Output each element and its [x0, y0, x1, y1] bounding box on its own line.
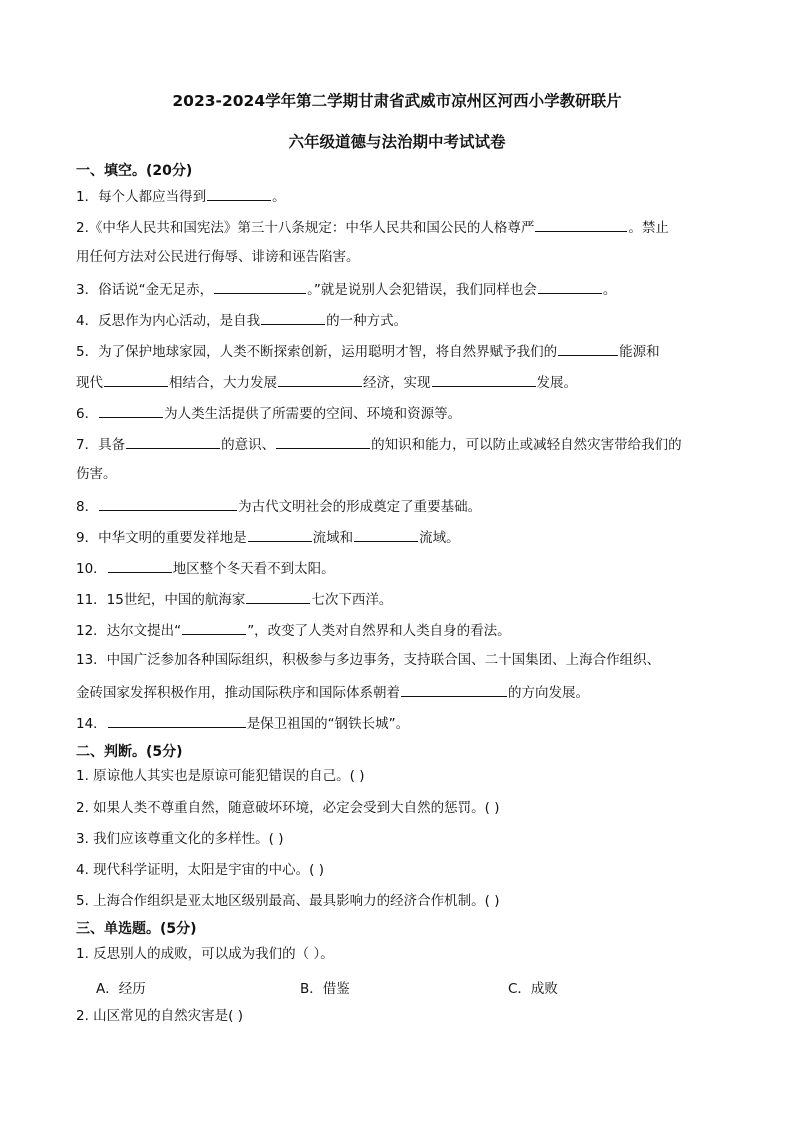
question-text: 4．反思作为内心活动，是自我	[76, 313, 261, 329]
question-text: 七次下西洋。	[311, 592, 393, 608]
judge-question-4: 4. 现代科学证明，太阳是宇宙的中心。( )	[76, 862, 324, 878]
question-14	[76, 713, 409, 733]
question-text: 现代	[76, 375, 103, 391]
question-text: 10．	[76, 561, 107, 577]
question-text: 相结合，大力发展	[169, 375, 277, 391]
judge-question-5: 5. 上海合作组织是亚太地区级别最高、最具影响力的经济合作机制。( )	[76, 893, 500, 909]
question-text: 8．	[76, 499, 99, 515]
question-text: 的意识、	[221, 437, 276, 453]
answer-blank[interactable]	[214, 279, 306, 294]
answer-blank[interactable]	[104, 372, 168, 387]
answer-blank[interactable]	[99, 496, 237, 511]
answer-blank[interactable]	[276, 434, 370, 449]
question-1	[76, 186, 286, 206]
question-text: 金砖国家发挥积极作用，推动国际秩序和国际体系朝着	[76, 685, 400, 701]
answer-blank[interactable]	[182, 620, 246, 635]
section-heading-true-false: 二、判断。(5分)	[76, 744, 183, 760]
question-text: 的方向发展。	[508, 685, 589, 701]
answer-blank[interactable]	[207, 186, 271, 201]
choice-option-a[interactable]: A．经历	[96, 981, 146, 997]
question-text: 。”就是说别人会犯错误，我们同样也会	[307, 282, 537, 298]
judge-question-2: 2. 如果人类不尊重自然，随意破坏环境，必定会受到大自然的惩罚。( )	[76, 800, 500, 816]
question-2-cont	[76, 248, 360, 266]
question-text: 7．具备	[76, 437, 126, 453]
question-text: ”，改变了人类对自然界和人类自身的看法。	[247, 623, 511, 639]
question-7-cont	[76, 465, 117, 483]
question-text: 能源和	[619, 344, 660, 360]
exam-title: 2023-2024学年第二学期甘肃省武威市凉州区河西小学教研联片	[172, 92, 622, 110]
question-13	[76, 651, 660, 669]
question-text: 14．	[76, 716, 107, 732]
question-text: 经济，实现	[363, 375, 431, 391]
question-10	[76, 558, 335, 578]
question-text: 发展。	[536, 375, 577, 391]
choice-option-b[interactable]: B．借鉴	[300, 981, 350, 997]
question-9	[76, 527, 460, 547]
choice-question-1: 1. 反思别人的成败，可以成为我们的（ ）。	[76, 946, 334, 962]
question-text: 地区整个冬天看不到太阳。	[172, 561, 335, 577]
question-11	[76, 589, 392, 609]
answer-blank[interactable]	[354, 527, 418, 542]
question-5-cont	[76, 372, 577, 392]
answer-blank[interactable]	[108, 558, 172, 573]
question-13-cont	[76, 682, 589, 702]
question-text: 用任何方法对公民进行侮辱、诽谤和诬告陷害。	[76, 249, 360, 265]
question-text: 流域和	[312, 530, 354, 546]
question-text: 3．俗话说“金无足赤，	[76, 282, 214, 298]
question-4	[76, 310, 407, 330]
question-8	[76, 496, 481, 516]
question-7	[76, 434, 682, 454]
question-text: 2.《中华人民共和国宪法》第三十八条规定：中华人民共和国公民的人格尊严	[76, 220, 535, 236]
answer-blank[interactable]	[246, 589, 310, 604]
answer-blank[interactable]	[558, 341, 618, 356]
answer-blank[interactable]	[99, 403, 163, 418]
question-text: 12．达尔文提出“	[76, 623, 182, 639]
question-text: 为人类生活提供了所需要的空间、环境和资源等。	[164, 406, 462, 422]
exam-subtitle: 六年级道德与法治期中考试试卷	[288, 133, 506, 151]
answer-blank[interactable]	[432, 372, 536, 387]
choice-option-c[interactable]: C．成败	[508, 981, 558, 997]
answer-blank[interactable]	[261, 310, 325, 325]
question-text: 9．中华文明的重要发祥地是	[76, 530, 247, 546]
answer-blank[interactable]	[535, 217, 627, 232]
judge-question-1: 1. 原谅他人其实也是原谅可能犯错误的自己。( )	[76, 768, 365, 784]
question-text: 1．每个人都应当得到	[76, 189, 207, 205]
judge-question-3: 3. 我们应该尊重文化的多样性。( )	[76, 831, 284, 847]
question-text: 为古代文明社会的形成奠定了重要基础。	[238, 499, 482, 515]
question-text: 。	[602, 282, 617, 298]
answer-blank[interactable]	[278, 372, 362, 387]
question-6	[76, 403, 461, 423]
section-heading-single-choice: 三、单选题。(5分)	[76, 921, 197, 937]
question-text: 13．中国广泛参加各种国际组织，积极参与多边事务，支持联合国、二十国集团、上海合作组织、	[76, 652, 661, 668]
question-text: 的一种方式。	[326, 313, 408, 329]
answer-blank[interactable]	[248, 527, 312, 542]
question-2	[76, 217, 669, 237]
answer-blank[interactable]	[126, 434, 220, 449]
question-text: 11．15世纪，中国的航海家	[76, 592, 246, 608]
question-text: 。禁止	[628, 220, 669, 236]
question-text: 的知识和能力，可以防止或减轻自然灾害带给我们的	[371, 437, 682, 453]
question-text: 6．	[76, 406, 99, 422]
answer-blank[interactable]	[401, 682, 507, 697]
question-text: 是保卫祖国的“钢铁长城”。	[246, 716, 410, 732]
section-heading-fill-in: 一、填空。(20分)	[76, 163, 193, 179]
question-5	[76, 341, 660, 361]
question-text: 伤害。	[76, 466, 117, 482]
answer-blank[interactable]	[108, 713, 246, 728]
question-text: 5．为了保护地球家园，人类不断探索创新，运用聪明才智，将自然界赋予我们的	[76, 344, 558, 360]
choice-question-2: 2. 山区常见的自然灾害是( )	[76, 1008, 243, 1024]
question-text: 流域。	[419, 530, 460, 546]
question-12	[76, 620, 511, 640]
question-text: 。	[272, 189, 286, 205]
question-3	[76, 279, 616, 299]
answer-blank[interactable]	[538, 279, 602, 294]
